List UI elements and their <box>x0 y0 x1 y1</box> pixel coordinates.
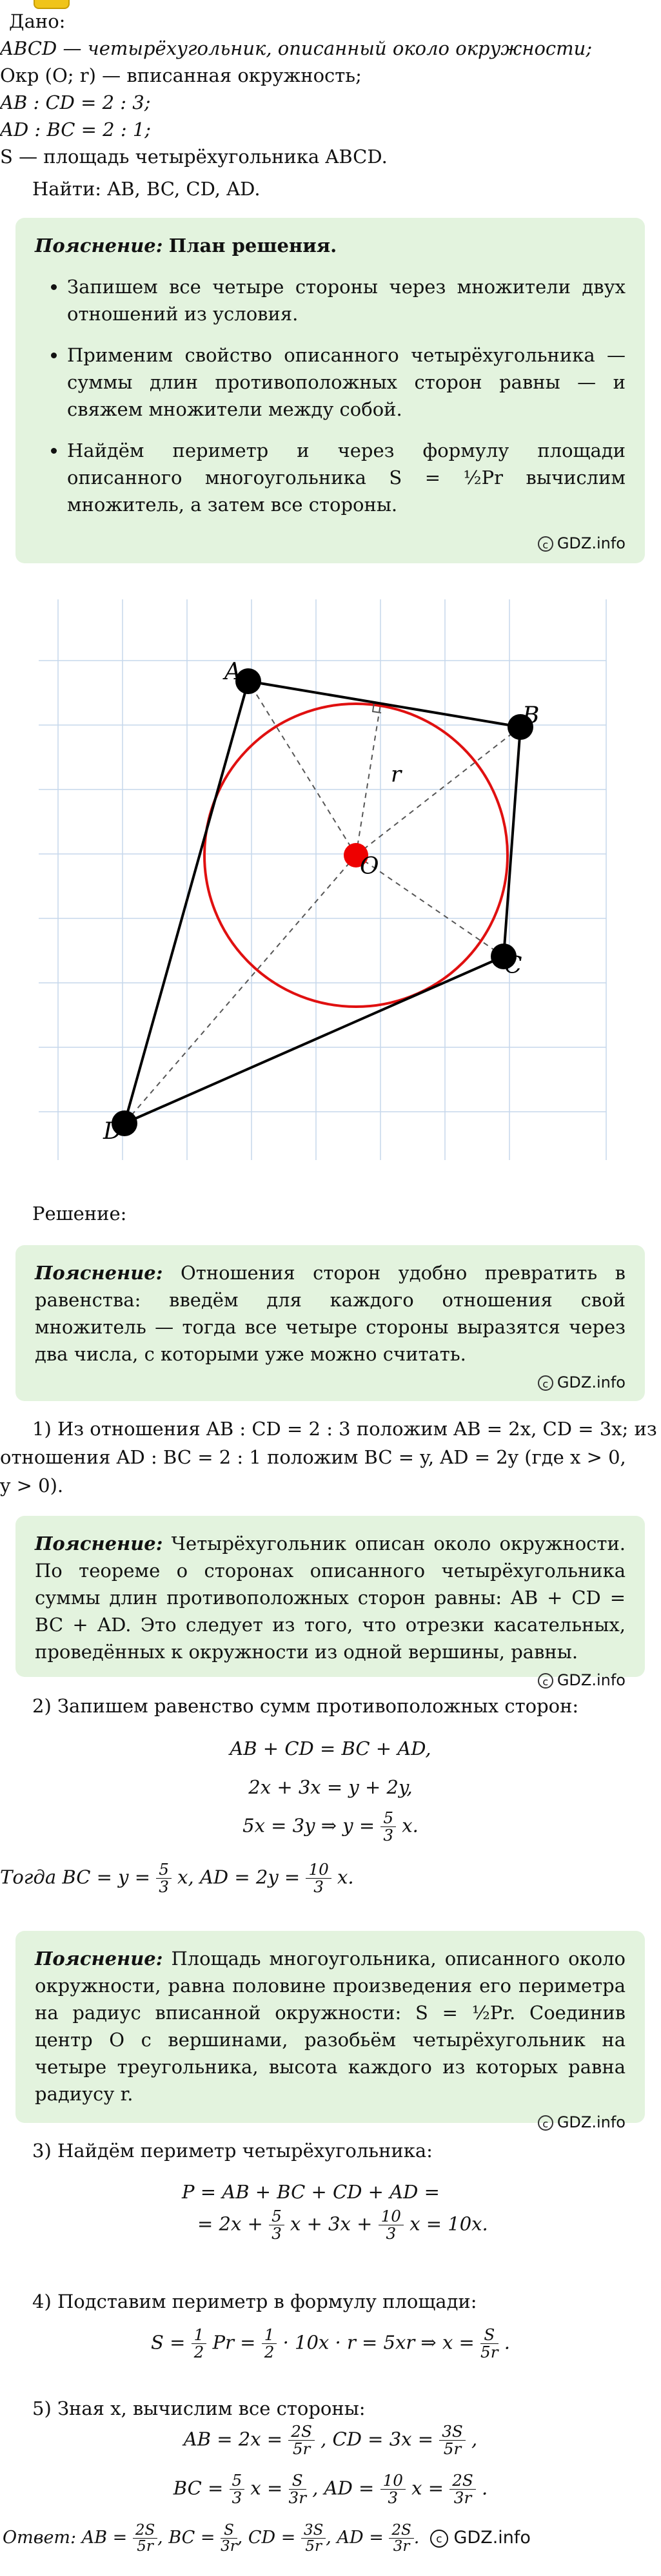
given-line-3: AB : CD = 2 : 3; <box>0 92 151 113</box>
step1-line-2: отношения AD : BC = 2 : 1 положим BC = y, AD = 2y (где x > 0, <box>0 1446 626 1468</box>
plan-item: • Применим свойство описанного четырёхугольника — суммы длин противоположных сторон равны — и свяжем множители между собой. <box>67 342 626 423</box>
plan-box <box>15 218 645 563</box>
step4-intro: 4) Подставим периметр в формулу площади: <box>32 2290 477 2312</box>
step2-eq3: 5x = 3y ⇒ y = $\frac{5}{3}$ x. <box>242 1808 419 1845</box>
label-b: B <box>522 702 540 729</box>
plan-item: • Найдём периметр и через формулу площади описанного многоугольника S = ½Pr вычислим множитель, а затем все стороны. <box>67 437 626 518</box>
plan-label: Пояснение: <box>35 235 163 257</box>
label-r: r <box>391 762 402 788</box>
step2-eq2: 2x + 3x = y + 2y, <box>248 1776 413 1798</box>
step3-eq1: P = AB + BC + CD + AD = <box>182 2181 440 2203</box>
plan-title: План решения. <box>168 235 337 257</box>
explanation-box-2: Пояснение: Четырёхугольник описан около окружности. По теореме о сторонах описанного четырёхугольника суммы длин противоположных сторон равны: AB + CD = BC + AD. Это следует из того, что отрезки касательных, проведённых к окружности из одной вершины, равны. c GDZ.info <box>15 1516 645 1677</box>
given-line-2: Окр (O; r) — вписанная окружность; <box>0 64 362 86</box>
step2-then: Тогда BC = y = $\frac{5}{3}$ x, AD = 2y = $\frac{10}{3}$ x. <box>0 1860 354 1896</box>
find-line: Найти: AB, BC, CD, AD. <box>32 178 261 200</box>
explanation-text: Четырёхугольник описан около окружности. По теореме о сторонах описанного четырёхугольника суммы длин противоположных сторон равны: AB + CD = BC + AD. Это следует из того, что отрезки касательных, проведённых к окружности из одной вершины, равны. <box>35 1533 626 1663</box>
grid <box>39 599 606 1160</box>
step5-row2: BC = $\frac{5}{3}$ x = $\frac{S}{3r}$ , AD = $\frac{10}{3}$ x = $\frac{2S}{3r}$ . <box>173 2471 488 2507</box>
answer-copyright: c GDZ.info <box>430 2528 531 2548</box>
given-line-5: S — площадь четырёхугольника ABCD. <box>0 146 388 168</box>
given-line-4: AD : BC = 2 : 1; <box>0 119 152 140</box>
given-line-1: ABCD — четырёхугольник, описанный около окружности; <box>0 37 593 59</box>
label-a: A <box>224 659 241 685</box>
label-c: C <box>504 953 522 979</box>
copyright: c GDZ.info <box>35 532 626 555</box>
step3-eq2: = 2x + $\frac{5}{3}$ x + 3x + $\frac{10}{3}$ x = 10x. <box>197 2207 488 2243</box>
explanation-text: Отношения сторон удобно превратить в равенства: введём для каждого отношения свой множитель — тогда все четыре стороны выразятся через два числа, с которыми уже можно считать. <box>35 1262 626 1366</box>
copyright: c GDZ.info <box>35 1371 626 1394</box>
step5-intro: 5) Зная x, вычислим все стороны: <box>32 2397 366 2419</box>
label-o: O <box>360 853 379 880</box>
solution-label: Решение: <box>32 1203 127 1225</box>
copyright: c GDZ.info <box>35 2111 626 2134</box>
step3-intro: 3) Найдём периметр четырёхугольника: <box>32 2140 433 2162</box>
step5-row1: AB = 2x = $\frac{2S}{5r}$ , CD = 3x = $\frac{3S}{5r}$ , <box>183 2422 478 2458</box>
step4-eq: S = $\frac{1}{2}$ Pr = $\frac{1}{2}$ · 10x · r = 5xr ⇒ x = $\frac{S}{5r}$ . <box>151 2325 510 2361</box>
step2-eq1: AB + CD = BC + AD, <box>230 1738 431 1759</box>
step1-line-1: 1) Из отношения AB : CD = 2 : 3 положим AB = 2x, CD = 3x; из <box>32 1418 657 1440</box>
explanation-text: Площадь многоугольника, описанного около окружности, равна половине произведения его периметра на радиус вписанной окружности: S = ½Pr. Соединив центр O с вершинами, разобьём четырёхугольник на четыре треугольника, высота каждого из которых равна радиусу r. <box>35 1948 626 2106</box>
explanation-box-1: Пояснение: Отношения сторон удобно превратить в равенства: введём для каждого отношения свой множитель — тогда все четыре стороны выразятся через два числа, с которыми уже можно считать. c GDZ.info <box>15 1245 645 1401</box>
step1-line-3: y > 0). <box>0 1475 64 1496</box>
copyright: c GDZ.info <box>35 1669 626 1692</box>
label-d: D <box>103 1118 122 1145</box>
given-label: Дано: <box>9 10 66 32</box>
answer-line: Ответ: AB = $\frac{2S}{5r}$ , BC = $\frac{S}{3r}$ , CD = $\frac{3S}{5r}$ , AD = $\frac{2S}{3r}$ . c GDZ.info <box>3 2522 531 2555</box>
plan-list <box>35 273 626 518</box>
explanation-box-3: Пояснение: Площадь многоугольника, описанного около окружности, равна половине произведения его периметра на радиус вписанной окружности: S = ½Pr. Соединив центр O с вершинами, разобьём четырёхугольник на четыре треугольника, высота каждого из которых равна радиусу r. c GDZ.info <box>15 1931 645 2123</box>
figure <box>0 599 661 1167</box>
plan-item: • Запишем все четыре стороны через множители двух отношений из условия. <box>67 273 626 327</box>
step2-intro: 2) Запишем равенство сумм противоположных сторон: <box>32 1695 579 1717</box>
